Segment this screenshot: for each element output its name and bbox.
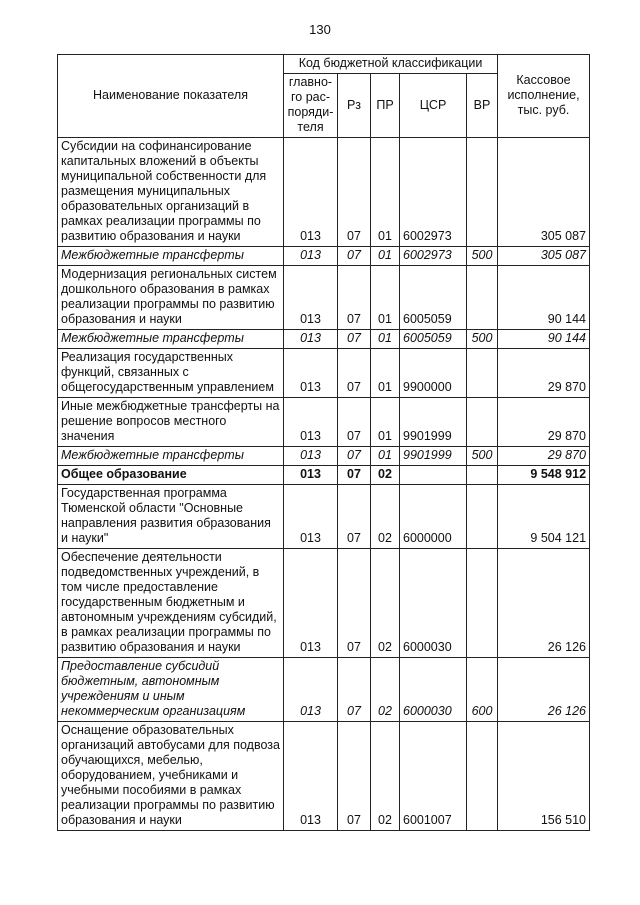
table-row	[58, 138, 590, 247]
row-rz: 07	[338, 138, 371, 247]
table-row	[58, 549, 590, 658]
row-vr: 500	[467, 447, 498, 466]
page-number: 130	[309, 22, 331, 37]
row-pr: 01	[371, 447, 400, 466]
row-pr: 02	[371, 549, 400, 658]
row-name: Реализация государственных функций, связанных с общегосударственным управлением	[58, 349, 284, 398]
row-rz: 07	[338, 349, 371, 398]
row-vr	[467, 549, 498, 658]
table-row	[58, 722, 590, 831]
row-sum: 9 504 121	[498, 485, 590, 549]
row-csr: 6002973	[400, 247, 467, 266]
row-sum: 26 126	[498, 658, 590, 722]
row-name: Субсидии на софинансирование капитальных вложений в объекты муниципальной собственности для размещения муниципальных образовательных организаций в рамках реализации программы по развитию образования и науки	[58, 138, 284, 247]
table-row	[58, 447, 590, 466]
row-vr	[467, 138, 498, 247]
row-vr	[467, 266, 498, 330]
row-sum: 305 087	[498, 138, 590, 247]
row-vr: 600	[467, 658, 498, 722]
row-name: Обеспечение деятельности подведомственных учреждений, в том числе предоставление государственным бюджетным и автономным учреждениям субсидий, в рамках реализации программы по развитию образования и науки	[58, 549, 284, 658]
row-name: Предоставление субсидий бюджетным, автономным учреждениям и иным некоммерческим организациям	[58, 658, 284, 722]
row-vr	[467, 722, 498, 831]
row-pr: 02	[371, 722, 400, 831]
table-row	[58, 247, 590, 266]
header-code-group: Код бюджетной классификации	[284, 55, 498, 74]
budget-table	[57, 54, 590, 831]
row-vr	[467, 466, 498, 485]
row-glav: 013	[284, 266, 338, 330]
row-name: Государственная программа Тюменской области "Основные направления развития образования и науки"	[58, 485, 284, 549]
row-sum: 305 087	[498, 247, 590, 266]
row-rz: 07	[338, 466, 371, 485]
row-csr: 9901999	[400, 398, 467, 447]
row-pr: 01	[371, 266, 400, 330]
row-glav: 013	[284, 447, 338, 466]
row-glav: 013	[284, 398, 338, 447]
row-glav: 013	[284, 247, 338, 266]
row-rz: 07	[338, 722, 371, 831]
row-sum: 29 870	[498, 447, 590, 466]
row-pr: 02	[371, 466, 400, 485]
row-csr	[400, 466, 467, 485]
row-csr: 6000030	[400, 658, 467, 722]
table-row	[58, 485, 590, 549]
header-row-1	[58, 55, 590, 74]
row-vr: 500	[467, 330, 498, 349]
row-glav: 013	[284, 549, 338, 658]
row-pr: 02	[371, 485, 400, 549]
row-rz: 07	[338, 330, 371, 349]
row-sum: 156 510	[498, 722, 590, 831]
row-rz: 07	[338, 266, 371, 330]
row-rz: 07	[338, 549, 371, 658]
row-rz: 07	[338, 447, 371, 466]
header-glav: главно-го рас-поряди-теля	[284, 74, 338, 138]
table-row	[58, 349, 590, 398]
row-pr: 01	[371, 247, 400, 266]
row-name: Межбюджетные трансферты	[58, 330, 284, 349]
row-glav: 013	[284, 722, 338, 831]
header-sum: Кассовое исполнение, тыс. руб.	[498, 55, 590, 138]
row-sum: 9 548 912	[498, 466, 590, 485]
table-row	[58, 266, 590, 330]
table-row	[58, 398, 590, 447]
row-glav: 013	[284, 485, 338, 549]
row-pr: 01	[371, 349, 400, 398]
row-sum: 90 144	[498, 266, 590, 330]
row-glav: 013	[284, 330, 338, 349]
table-row	[58, 330, 590, 349]
row-csr: 9900000	[400, 349, 467, 398]
row-name: Модернизация региональных систем дошкольного образования в рамках реализации программы по развитию образования и науки	[58, 266, 284, 330]
row-name: Межбюджетные трансферты	[58, 447, 284, 466]
row-sum: 90 144	[498, 330, 590, 349]
row-csr: 6002973	[400, 138, 467, 247]
header-rz: Рз	[338, 74, 371, 138]
row-csr: 6000030	[400, 549, 467, 658]
row-csr: 6005059	[400, 266, 467, 330]
row-sum: 29 870	[498, 398, 590, 447]
row-vr	[467, 349, 498, 398]
row-csr: 9901999	[400, 447, 467, 466]
row-name: Иные межбюджетные трансферты на решение вопросов местного значения	[58, 398, 284, 447]
row-csr: 6001007	[400, 722, 467, 831]
row-glav: 013	[284, 138, 338, 247]
row-glav: 013	[284, 349, 338, 398]
table-row	[58, 466, 590, 485]
table-row	[58, 658, 590, 722]
header-name: Наименование показателя	[58, 55, 284, 138]
row-pr: 01	[371, 398, 400, 447]
row-sum: 29 870	[498, 349, 590, 398]
row-sum: 26 126	[498, 549, 590, 658]
row-csr: 6005059	[400, 330, 467, 349]
row-rz: 07	[338, 247, 371, 266]
row-vr: 500	[467, 247, 498, 266]
row-name: Общее образование	[58, 466, 284, 485]
row-pr: 01	[371, 330, 400, 349]
header-csr: ЦСР	[400, 74, 467, 138]
row-csr: 6000000	[400, 485, 467, 549]
row-pr: 02	[371, 658, 400, 722]
row-glav: 013	[284, 658, 338, 722]
row-rz: 07	[338, 485, 371, 549]
table-body	[58, 138, 590, 831]
row-pr: 01	[371, 138, 400, 247]
row-glav: 013	[284, 466, 338, 485]
row-rz: 07	[338, 658, 371, 722]
row-name: Оснащение образовательных организаций автобусами для подвоза обучающихся, мебелью, оборудованием, учебниками и учебными пособиями в рамках реализации программы по развитию образования и науки	[58, 722, 284, 831]
header-vr: ВР	[467, 74, 498, 138]
row-vr	[467, 398, 498, 447]
header-pr: ПР	[371, 74, 400, 138]
row-name: Межбюджетные трансферты	[58, 247, 284, 266]
row-vr	[467, 485, 498, 549]
row-rz: 07	[338, 398, 371, 447]
